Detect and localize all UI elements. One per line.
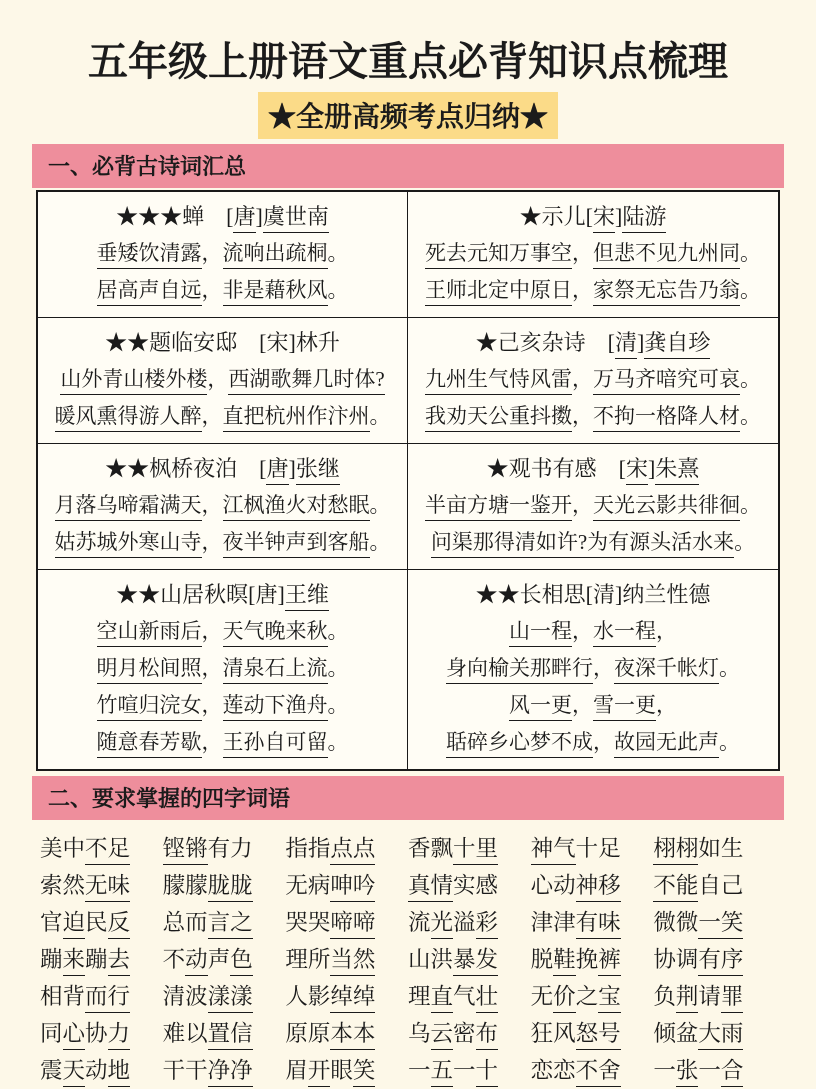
underlined-text: 怒号 xyxy=(576,1021,621,1050)
plain-text: ★★枫桥夜泊 [ xyxy=(105,456,267,481)
plain-text: ， xyxy=(656,693,677,717)
underlined-text: 身向榆关那畔行 xyxy=(446,656,593,684)
plain-text: ， xyxy=(572,241,593,265)
underlined-text: 而行 xyxy=(85,984,130,1013)
poem-cell xyxy=(408,318,778,444)
plain-text: ， xyxy=(201,278,223,302)
poem-cell xyxy=(38,318,408,444)
word-item xyxy=(285,978,375,1015)
underlined-text: 直把杭州作汴州 xyxy=(223,404,370,432)
underlined-text: 色 xyxy=(230,947,253,976)
underlined-text: 置信 xyxy=(208,1021,253,1050)
underlined-text: 天光云影共徘徊 xyxy=(593,493,740,521)
word-item xyxy=(285,941,375,978)
word-item xyxy=(408,904,498,941)
underlined-text: 我劝天公重抖擞 xyxy=(425,404,572,432)
word-item xyxy=(163,1052,253,1089)
word-item xyxy=(531,1015,621,1052)
plain-text: ， xyxy=(201,493,223,517)
underlined-text: 呻吟 xyxy=(330,873,375,902)
word-item xyxy=(40,1015,130,1052)
underlined-text: 非是藉秋风 xyxy=(223,278,328,306)
underlined-text: 唐 xyxy=(233,204,255,233)
plain-text: ] xyxy=(255,204,263,229)
word-item xyxy=(653,1015,743,1052)
plain-text: ★★题临安邸 [宋]林升 xyxy=(105,330,340,355)
plain-text: 如生 xyxy=(698,836,744,861)
underlined-text: 光 xyxy=(431,910,454,939)
underlined-text: 绰绰 xyxy=(330,984,375,1013)
plain-text: 同 xyxy=(40,1021,63,1046)
plain-text: 眉 xyxy=(285,1058,308,1083)
poem-line xyxy=(412,687,774,724)
plain-text: 。 xyxy=(369,404,391,428)
word-item xyxy=(40,867,130,904)
underlined-text: 有序 xyxy=(698,947,743,976)
underlined-text: 去 xyxy=(108,947,131,976)
underlined-text: 壮 xyxy=(476,984,499,1013)
plain-text: 挽 xyxy=(575,947,599,972)
plain-text: ] xyxy=(615,204,623,229)
plain-text: ， xyxy=(593,656,614,680)
plain-text: 。 xyxy=(740,367,761,391)
poem-title xyxy=(412,324,774,361)
underlined-text: 一笑 xyxy=(698,910,743,939)
underlined-text: 不拘一格降人材 xyxy=(593,404,740,432)
plain-text: 。 xyxy=(327,693,349,717)
plain-text: ★观书有感 [ xyxy=(486,456,626,481)
underlined-text: 王维 xyxy=(285,582,329,611)
subtitle-row xyxy=(0,92,816,139)
underlined-text: 九州生气恃风雷 xyxy=(425,367,572,395)
plain-text: ， xyxy=(656,619,677,643)
poem-cell xyxy=(408,192,778,318)
underlined-text: 居高声自远 xyxy=(97,278,202,306)
plain-text: ， xyxy=(201,693,223,717)
underlined-text: 合 xyxy=(721,1058,744,1087)
plain-text: 。 xyxy=(327,619,349,643)
plain-text: ★★★蝉 [ xyxy=(116,204,234,229)
plain-text: 十足 xyxy=(575,836,621,861)
plain-text: ， xyxy=(593,730,614,754)
underlined-text: 雪一更 xyxy=(593,693,656,721)
plain-text: 山洪 xyxy=(407,947,453,972)
poem-line xyxy=(412,235,774,272)
word-item xyxy=(653,1052,743,1089)
plain-text: 。 xyxy=(327,730,349,754)
plain-text: ， xyxy=(201,619,223,643)
underlined-text: 神气 xyxy=(531,836,576,865)
plain-text: 难以 xyxy=(162,1021,208,1046)
poem-line xyxy=(42,235,403,272)
word-item xyxy=(531,830,621,867)
underlined-text: 天气晚来秋 xyxy=(223,619,328,647)
word-item xyxy=(531,941,621,978)
section1-heading: 一、必背古诗词汇总 xyxy=(32,144,784,188)
word-item xyxy=(653,978,743,1015)
plain-text: ] xyxy=(288,456,296,481)
word-item xyxy=(285,1015,375,1052)
underlined-text: 暖风熏得游人醉 xyxy=(55,404,202,432)
underlined-text: 彩 xyxy=(476,910,499,939)
poem-line xyxy=(412,650,774,687)
word-item xyxy=(531,1052,621,1089)
plain-text: 一 xyxy=(698,1058,721,1083)
plain-text: 民 xyxy=(85,910,108,935)
plain-text: ] xyxy=(637,330,645,355)
plain-text: ， xyxy=(572,404,593,428)
plain-text: 官 xyxy=(40,910,63,935)
poem-title xyxy=(42,576,403,613)
plain-text: 。 xyxy=(734,530,756,554)
poem-line xyxy=(42,398,403,435)
word-item xyxy=(40,1052,130,1089)
underlined-text: 宋 xyxy=(626,456,648,485)
plain-text: 倾盆 xyxy=(653,1021,699,1046)
plain-text: 。 xyxy=(327,278,349,302)
underlined-text: 不足 xyxy=(85,836,130,865)
plain-text: 无 xyxy=(530,984,554,1009)
underlined-text: 月落乌啼霜满天 xyxy=(55,493,202,521)
plain-text: 协 xyxy=(85,1021,108,1046)
plain-text: 。 xyxy=(740,404,761,428)
word-item xyxy=(408,1052,498,1089)
underlined-text: 流响出疏桐 xyxy=(223,241,328,269)
underlined-text: 罪 xyxy=(721,984,744,1013)
underlined-text: 动 xyxy=(185,947,208,976)
poem-line xyxy=(412,613,774,650)
plain-text: 微微 xyxy=(653,910,699,935)
underlined-text: 故园无此声 xyxy=(614,730,719,758)
word-item xyxy=(408,867,498,904)
underlined-text: 不能 xyxy=(653,873,698,902)
plain-text: 一 xyxy=(407,1058,431,1083)
word-item xyxy=(285,1052,375,1089)
underlined-text: 地 xyxy=(108,1058,131,1087)
poem-line xyxy=(42,361,403,398)
plain-text: ★★长相思[清]纳兰性德 xyxy=(475,582,711,607)
word-item xyxy=(40,978,130,1015)
underlined-text: 姑苏城外寒山寺 xyxy=(55,530,202,558)
underlined-text: 夜深千帐灯 xyxy=(614,656,719,684)
plain-text: 动 xyxy=(85,1058,108,1083)
plain-text: ] xyxy=(648,456,656,481)
plain-text: 。 xyxy=(740,241,761,265)
word-item xyxy=(163,941,253,978)
underlined-text: 山外青山楼外楼 xyxy=(60,367,207,395)
underlined-text: 十里 xyxy=(453,836,498,865)
plain-text: 原原 xyxy=(285,1021,331,1046)
words-grid xyxy=(40,830,776,1089)
plain-text: 一 xyxy=(653,1058,676,1083)
underlined-text: 万马齐喑究可哀 xyxy=(593,367,740,395)
underlined-text: 开 xyxy=(308,1058,331,1087)
poem-line xyxy=(412,524,774,561)
underlined-text: 为有源头活水来 xyxy=(587,530,734,558)
underlined-text: 栩栩 xyxy=(653,836,698,865)
word-item xyxy=(653,904,743,941)
underlined-text: 家祭无忘告乃翁 xyxy=(593,278,740,306)
plain-text: ， xyxy=(201,241,223,265)
plain-text: 请 xyxy=(698,984,721,1009)
poem-cell xyxy=(408,570,778,769)
plain-text: 清波 xyxy=(162,984,208,1009)
plain-text: 蹦 xyxy=(40,947,63,972)
underlined-text: 力 xyxy=(108,1021,131,1050)
underlined-text: 点点 xyxy=(330,836,375,865)
underlined-text: 夜半钟声到客船 xyxy=(223,530,370,558)
plain-text: 。 xyxy=(740,493,761,517)
word-item xyxy=(408,978,498,1015)
plain-text: 。 xyxy=(369,493,391,517)
plain-text: 哭哭 xyxy=(285,910,331,935)
plain-text: 之 xyxy=(575,984,599,1009)
underlined-text: 张继 xyxy=(296,456,340,485)
word-item xyxy=(40,941,130,978)
underlined-text: 鞋 xyxy=(553,947,576,976)
poem-line xyxy=(42,613,403,650)
word-item xyxy=(408,941,498,978)
plain-text: 蹦 xyxy=(85,947,108,972)
plain-text: 乌 xyxy=(407,1021,431,1046)
poem-title xyxy=(412,576,774,613)
word-item xyxy=(653,830,743,867)
poem-line xyxy=(412,724,774,761)
plain-text: 相背 xyxy=(40,984,86,1009)
poem-line xyxy=(412,272,774,309)
underlined-text: 风一更 xyxy=(509,693,572,721)
poem-title xyxy=(412,450,774,487)
plain-text: ★己亥杂诗 [ xyxy=(475,330,615,355)
underlined-text: 随意春芳歇 xyxy=(97,730,202,758)
plain-text: ， xyxy=(207,367,229,391)
poem-title xyxy=(42,450,403,487)
poem-title xyxy=(412,198,774,235)
poem-cell xyxy=(38,444,408,570)
poem-line xyxy=(42,524,403,561)
underlined-text: 有味 xyxy=(576,910,621,939)
plain-text: 流 xyxy=(407,910,431,935)
plain-text: 自己 xyxy=(698,873,744,898)
underlined-text: 垂矮饮清露 xyxy=(97,241,202,269)
underlined-text: 唐 xyxy=(266,456,288,485)
plain-text: 理所 xyxy=(285,947,331,972)
plain-text: 恋恋 xyxy=(530,1058,576,1083)
underlined-text: 神移 xyxy=(576,873,621,902)
poem-line xyxy=(412,398,774,435)
underlined-text: 来 xyxy=(63,947,86,976)
plain-text: ， xyxy=(201,530,223,554)
underlined-text: 心 xyxy=(63,1021,86,1050)
underlined-text: 铿锵 xyxy=(163,836,208,865)
underlined-text: 明月松间照 xyxy=(97,656,202,684)
word-item xyxy=(531,867,621,904)
word-item xyxy=(653,867,743,904)
underlined-text: 半亩方塘一鉴开 xyxy=(425,493,572,521)
plain-text: 朦朦 xyxy=(162,873,208,898)
plain-text: 。 xyxy=(719,656,740,680)
poem-line xyxy=(42,487,403,524)
plain-text: 实感 xyxy=(453,873,499,898)
underlined-text: 十 xyxy=(476,1058,499,1087)
plain-text: 有力 xyxy=(207,836,253,861)
word-item xyxy=(653,941,743,978)
highlighted-subtitle: ★全册高频考点归纳★ xyxy=(258,92,558,139)
poem-title xyxy=(42,198,403,235)
underlined-text: 天 xyxy=(63,1058,86,1087)
underlined-text: 但悲不见九州同 xyxy=(593,241,740,269)
plain-text: 眼 xyxy=(330,1058,353,1083)
plain-text: 气 xyxy=(453,984,476,1009)
plain-text: 溢 xyxy=(453,910,476,935)
word-item xyxy=(531,978,621,1015)
underlined-text: 西湖歌舞几时体? xyxy=(228,367,384,395)
poem-cell xyxy=(38,570,408,769)
plain-text: 美中 xyxy=(40,836,86,861)
plain-text: 。 xyxy=(719,730,740,754)
underlined-text: 云 xyxy=(431,1021,454,1050)
underlined-text: 迫 xyxy=(63,910,86,939)
word-item xyxy=(163,978,253,1015)
plain-text: 干干 xyxy=(162,1058,208,1083)
plain-text: ， xyxy=(572,693,593,717)
underlined-text: 水一程 xyxy=(593,619,656,647)
poem-line xyxy=(42,687,403,724)
poem-title xyxy=(42,324,403,361)
underlined-text: 王孙自可留 xyxy=(223,730,328,758)
underlined-text: 暴发 xyxy=(453,947,498,976)
underlined-text: 反 xyxy=(108,910,131,939)
underlined-text: 价 xyxy=(553,984,576,1013)
plain-text: 津津 xyxy=(530,910,576,935)
underlined-text: 竹喧归浣女 xyxy=(97,693,202,721)
underlined-text: 大雨 xyxy=(698,1021,743,1050)
underlined-text: 陆游 xyxy=(622,204,666,233)
underlined-text: 漾漾 xyxy=(208,984,253,1013)
underlined-text: 宋 xyxy=(593,204,615,233)
underlined-text: 笑 xyxy=(353,1058,376,1087)
underlined-text: 朱熹 xyxy=(655,456,699,485)
word-item xyxy=(163,867,253,904)
plain-text: ， xyxy=(572,367,593,391)
word-item xyxy=(40,830,130,867)
plain-text: ， xyxy=(572,619,593,643)
plain-text: 索然 xyxy=(40,873,86,898)
plain-text: 。 xyxy=(327,656,349,680)
underlined-text: 山一程 xyxy=(509,619,572,647)
underlined-text: 净净 xyxy=(208,1058,253,1087)
plain-text: 。 xyxy=(369,530,391,554)
plain-text: 人影 xyxy=(285,984,331,1009)
underlined-text: 问渠那得清如许? xyxy=(431,530,587,558)
plain-text: ， xyxy=(201,656,223,680)
poem-line xyxy=(42,650,403,687)
plain-text: 理 xyxy=(407,984,431,1009)
plain-text: 一 xyxy=(453,1058,476,1083)
poem-cell xyxy=(38,192,408,318)
plain-text: 负 xyxy=(653,984,676,1009)
underlined-text: 空山新雨后 xyxy=(97,619,202,647)
underlined-text: 死去元知万事空 xyxy=(425,241,572,269)
word-item xyxy=(408,1015,498,1052)
underlined-text: 宝 xyxy=(598,984,621,1013)
plain-text: 无病 xyxy=(285,873,331,898)
underlined-text: 清泉石上流 xyxy=(223,656,328,684)
underlined-text: 啼啼 xyxy=(330,910,375,939)
poem-line xyxy=(42,272,403,309)
poem-cell xyxy=(408,444,778,570)
plain-text: 密 xyxy=(453,1021,476,1046)
plain-text: 震 xyxy=(40,1058,63,1083)
underlined-text: 聒碎乡心梦不成 xyxy=(446,730,593,758)
word-item xyxy=(163,1015,253,1052)
underlined-text: 胧胧 xyxy=(208,873,253,902)
plain-text: ， xyxy=(201,730,223,754)
underlined-text: 布 xyxy=(476,1021,499,1050)
word-item xyxy=(408,830,498,867)
plain-text: ， xyxy=(201,404,223,428)
word-item xyxy=(285,867,375,904)
plain-text: 总而 xyxy=(162,910,208,935)
plain-text: 。 xyxy=(740,278,761,302)
plain-text: 指指 xyxy=(285,836,331,861)
underlined-text: 真情 xyxy=(408,873,453,902)
poems-table xyxy=(36,190,780,771)
plain-text: ★示儿[ xyxy=(519,204,593,229)
word-item xyxy=(285,904,375,941)
poem-line xyxy=(412,487,774,524)
underlined-text: 莲动下渔舟 xyxy=(223,693,328,721)
underlined-text: 张 xyxy=(676,1058,699,1087)
underlined-text: 清 xyxy=(615,330,637,359)
plain-text: 心动 xyxy=(530,873,576,898)
word-item xyxy=(531,904,621,941)
underlined-text: 五 xyxy=(431,1058,454,1087)
underlined-text: 王师北定中原日 xyxy=(425,278,572,306)
underlined-text: 言之 xyxy=(208,910,253,939)
underlined-text: 当然 xyxy=(330,947,375,976)
plain-text: 脱 xyxy=(530,947,554,972)
section2-heading: 二、要求掌握的四字词语 xyxy=(32,776,784,820)
underlined-text: 龚自珍 xyxy=(644,330,710,359)
underlined-text: 荆 xyxy=(676,984,699,1013)
word-item xyxy=(285,830,375,867)
underlined-text: 不舍 xyxy=(576,1058,621,1087)
word-item xyxy=(163,904,253,941)
plain-text: 。 xyxy=(327,241,349,265)
plain-text: 狂风 xyxy=(530,1021,576,1046)
plain-text: 协调 xyxy=(653,947,699,972)
plain-text: ★★山居秋暝[唐] xyxy=(116,582,285,607)
plain-text: ， xyxy=(572,493,593,517)
underlined-text: 本本 xyxy=(330,1021,375,1050)
plain-text: ， xyxy=(572,278,593,302)
underlined-text: 裤 xyxy=(598,947,621,976)
plain-text: 声 xyxy=(207,947,231,972)
plain-text: 不 xyxy=(162,947,186,972)
underlined-text: 直 xyxy=(431,984,454,1013)
plain-text: 香飘 xyxy=(407,836,453,861)
underlined-text: 江枫渔火对愁眠 xyxy=(223,493,370,521)
page-title: 五年级上册语文重点必背知识点梳理 xyxy=(88,39,728,84)
poem-line xyxy=(42,724,403,761)
underlined-text: 无味 xyxy=(85,873,130,902)
poem-line xyxy=(412,361,774,398)
underlined-text: 虞世南 xyxy=(263,204,329,233)
word-item xyxy=(40,904,130,941)
word-item xyxy=(163,830,253,867)
